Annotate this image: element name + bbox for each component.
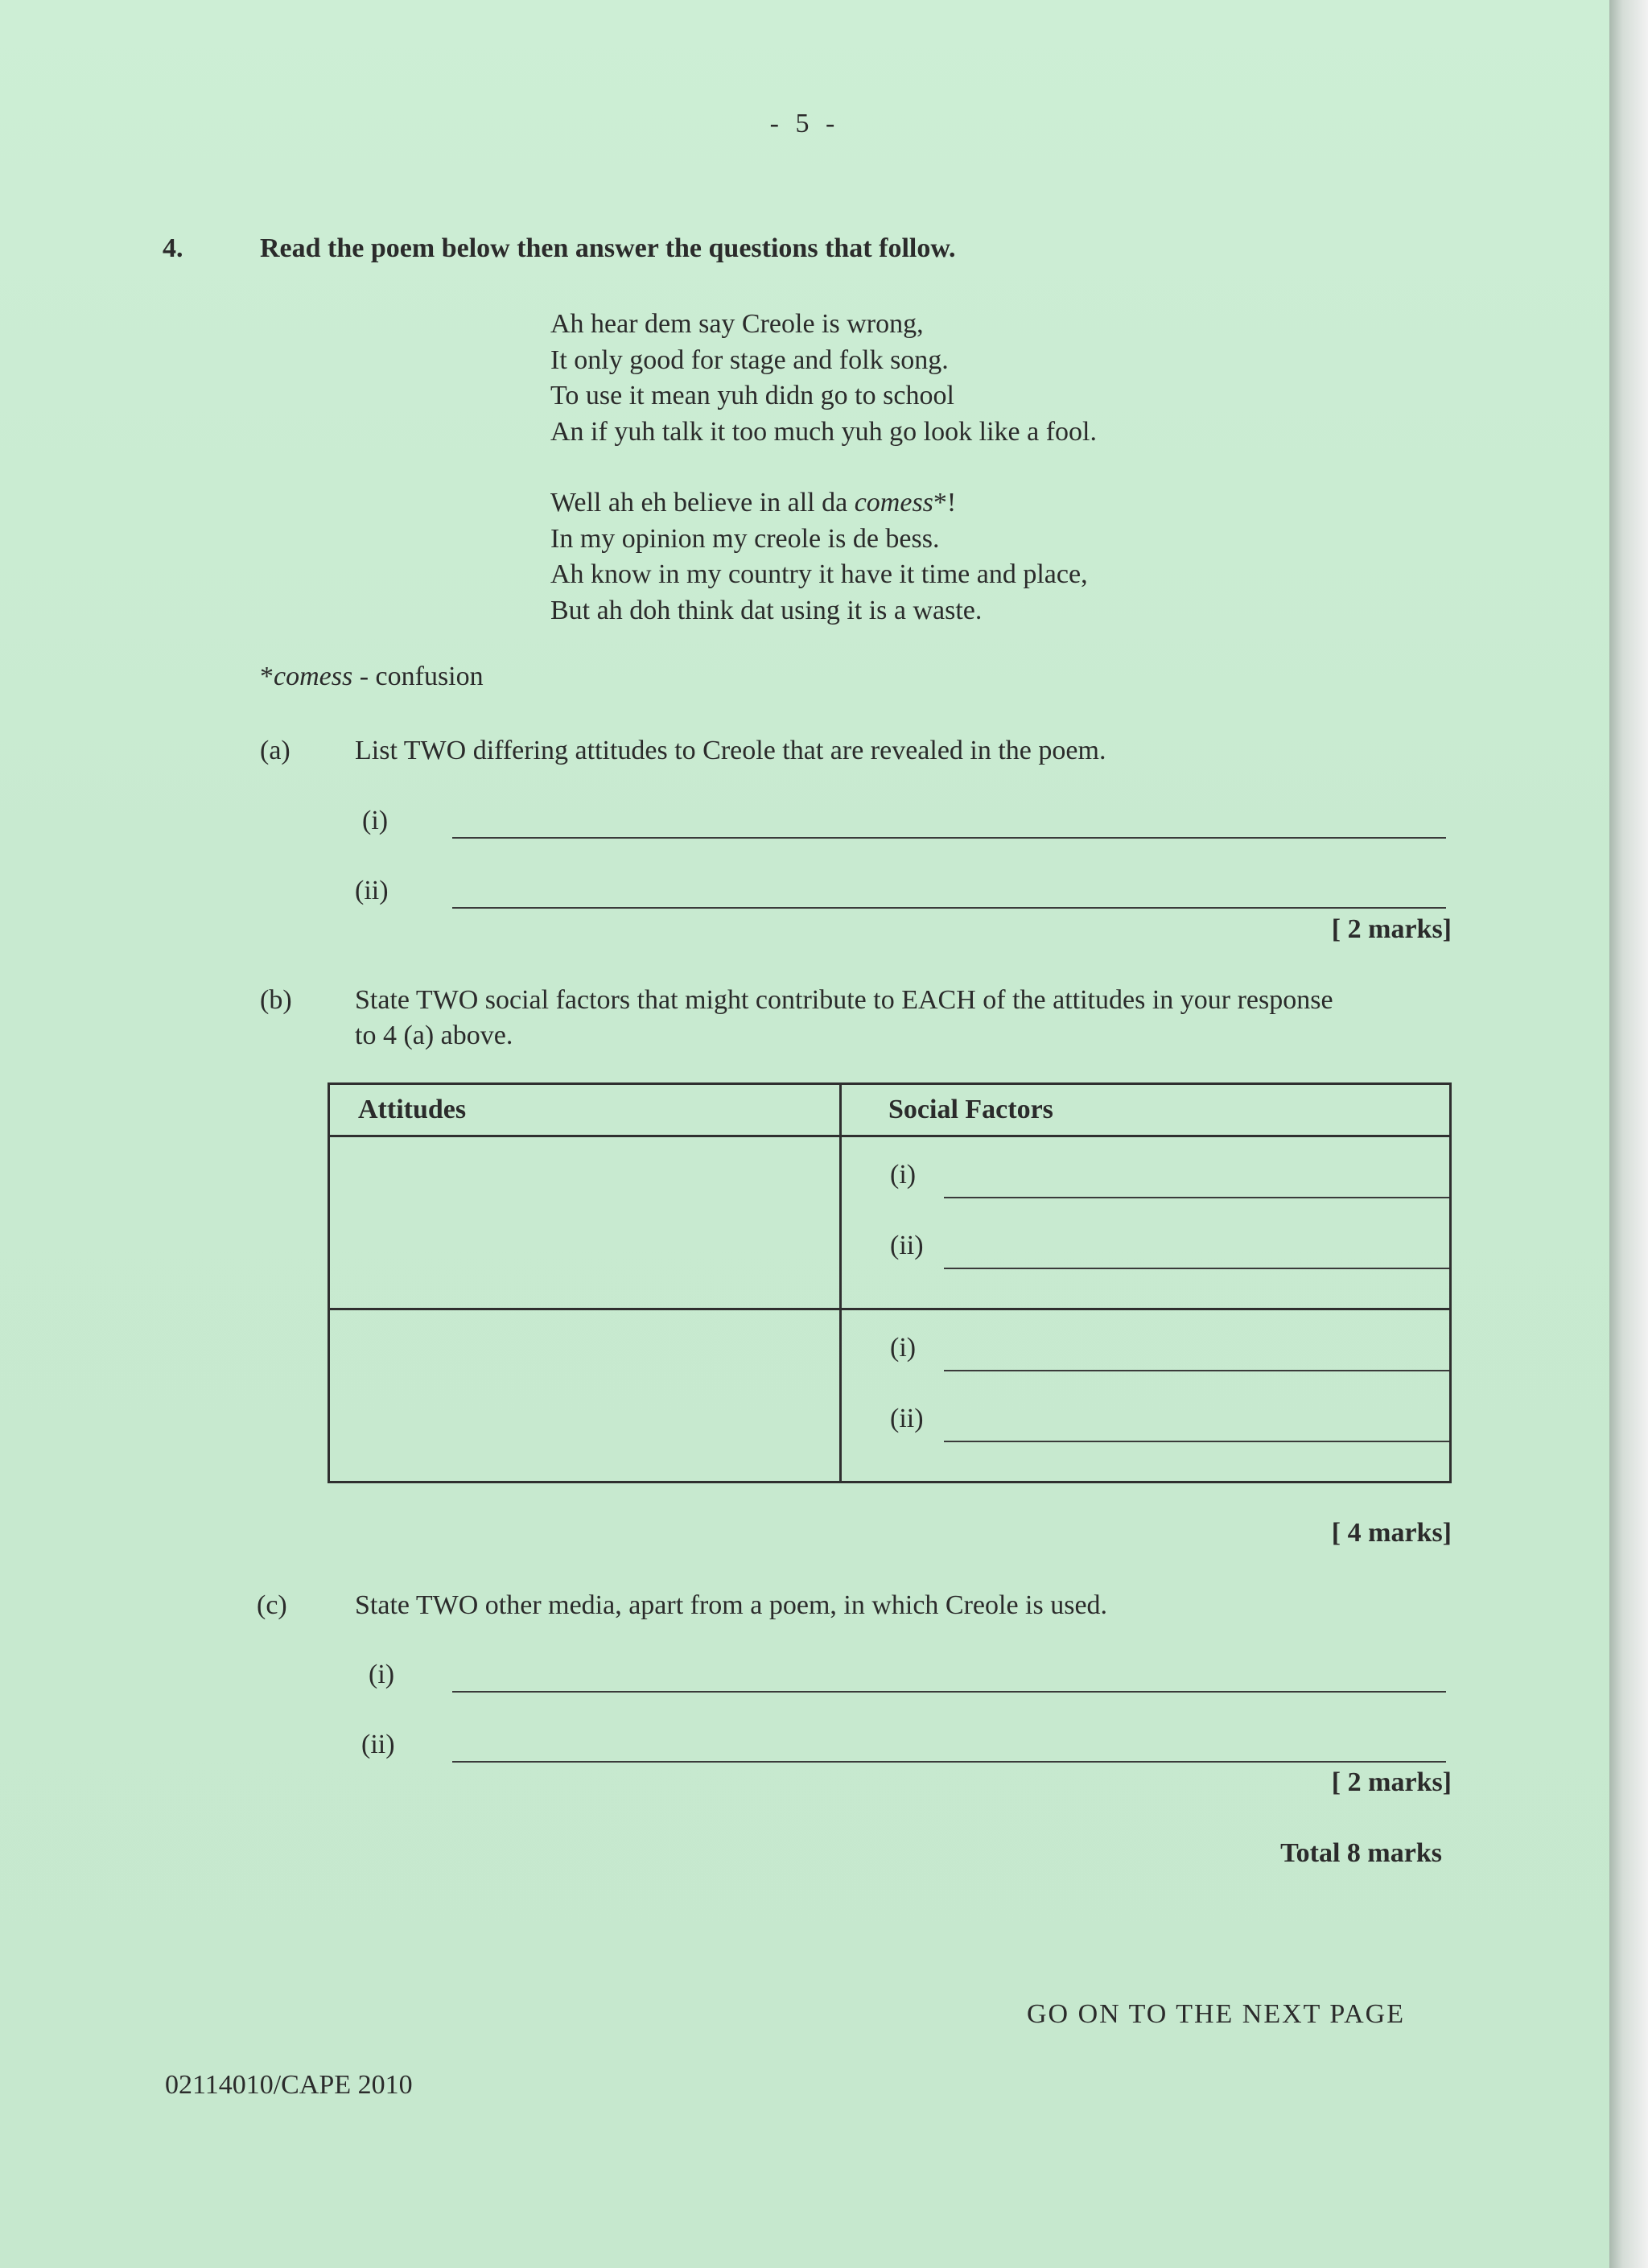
part-c-answer-line-2[interactable] [452,1761,1446,1763]
table-row [329,1136,1451,1309]
table-header-attitudes: Attitudes [329,1084,841,1136]
part-a-item-1-label: (i) [362,806,389,835]
question-instruction: Read the poem below then answer the questions that follow. [260,233,956,263]
part-b-text-line-1: State TWO social factors that might contribute to EACH of the attitudes in your response [355,985,1333,1015]
part-a-marks: [ 2 marks] [1331,914,1452,944]
table-header-social-factors: Social Factors [841,1084,1451,1136]
social-factor-item-label: (ii) [890,1404,924,1433]
attitudes-table [328,1082,1452,1483]
social-factor-item-label: (ii) [890,1231,924,1260]
poem-line: In my opinion my creole is de bess. [550,523,940,554]
paper-code: 02114010/CAPE 2010 [165,2070,413,2100]
social-factor-item-label: (i) [890,1333,917,1363]
part-c-marks: [ 2 marks] [1331,1767,1452,1797]
social-factor-line[interactable] [842,1208,1449,1279]
answer-line[interactable] [944,1441,1449,1442]
poem-italic-word: comess [854,488,933,518]
social-factor-item-label: (i) [890,1160,917,1190]
part-c-text: State TWO other media, apart from a poem, in which Creole is used. [355,1590,1108,1620]
poem-line-text: Well ah eh believe in all da [550,488,855,518]
footnote [260,662,484,692]
footnote-term: comess [274,662,353,691]
poem-line: An if yuh talk it too much yuh go look like a fool. [550,416,1097,447]
page-edge [1609,0,1648,2268]
answer-line[interactable] [944,1197,1449,1198]
footnote-definition: - confusion [352,662,484,691]
poem-line: Ah hear dem say Creole is wrong, [550,309,924,339]
part-b-text-line-2: to 4 (a) above. [355,1021,513,1050]
social-factor-line[interactable] [842,1310,1449,1381]
poem-line: But ah doh think dat using it is a waste. [550,595,983,625]
part-a-text: List TWO differing attitudes to Creole that are revealed in the poem. [355,736,1106,765]
part-a-answer-line-2[interactable] [452,907,1446,909]
poem-line: To use it mean yuh didn go to school [550,381,954,410]
part-c-item-1-label: (i) [369,1660,395,1689]
attitude-cell[interactable] [329,1136,841,1309]
question-number: 4. [163,233,183,263]
part-a-item-2-label: (ii) [355,876,389,905]
attitude-cell[interactable] [329,1309,841,1482]
part-b-marks: [ 4 marks] [1331,1518,1452,1548]
answer-line[interactable] [944,1268,1449,1269]
part-a-label: (a) [260,736,290,765]
part-b-label: (b) [260,985,292,1015]
footnote-star: * [260,662,274,691]
poem-line: Ah know in my country it have it time and place, [550,559,1088,589]
social-factors-cell [841,1309,1451,1482]
page-number: - 5 - [769,109,840,138]
poem [550,307,1097,664]
poem-stanza-2 [550,485,1097,629]
part-c-answer-line-1[interactable] [452,1691,1446,1693]
table-row [329,1309,1451,1482]
answer-line[interactable] [944,1370,1449,1371]
social-factor-line[interactable] [842,1137,1449,1208]
poem-stanza-1 [550,307,1097,450]
part-c-label: (c) [257,1590,287,1620]
social-factor-line[interactable] [842,1381,1449,1452]
go-on-instruction: GO ON TO THE NEXT PAGE [1027,1999,1405,2029]
poem-line: It only good for stage and folk song. [550,344,949,375]
social-factors-cell [841,1136,1451,1309]
total-marks: Total 8 marks [1280,1838,1442,1868]
poem-line [550,485,1097,522]
table-header-row [329,1084,1451,1136]
part-a-answer-line-1[interactable] [452,837,1446,839]
poem-line-text: *! [933,488,957,518]
part-c-item-2-label: (ii) [361,1730,395,1759]
